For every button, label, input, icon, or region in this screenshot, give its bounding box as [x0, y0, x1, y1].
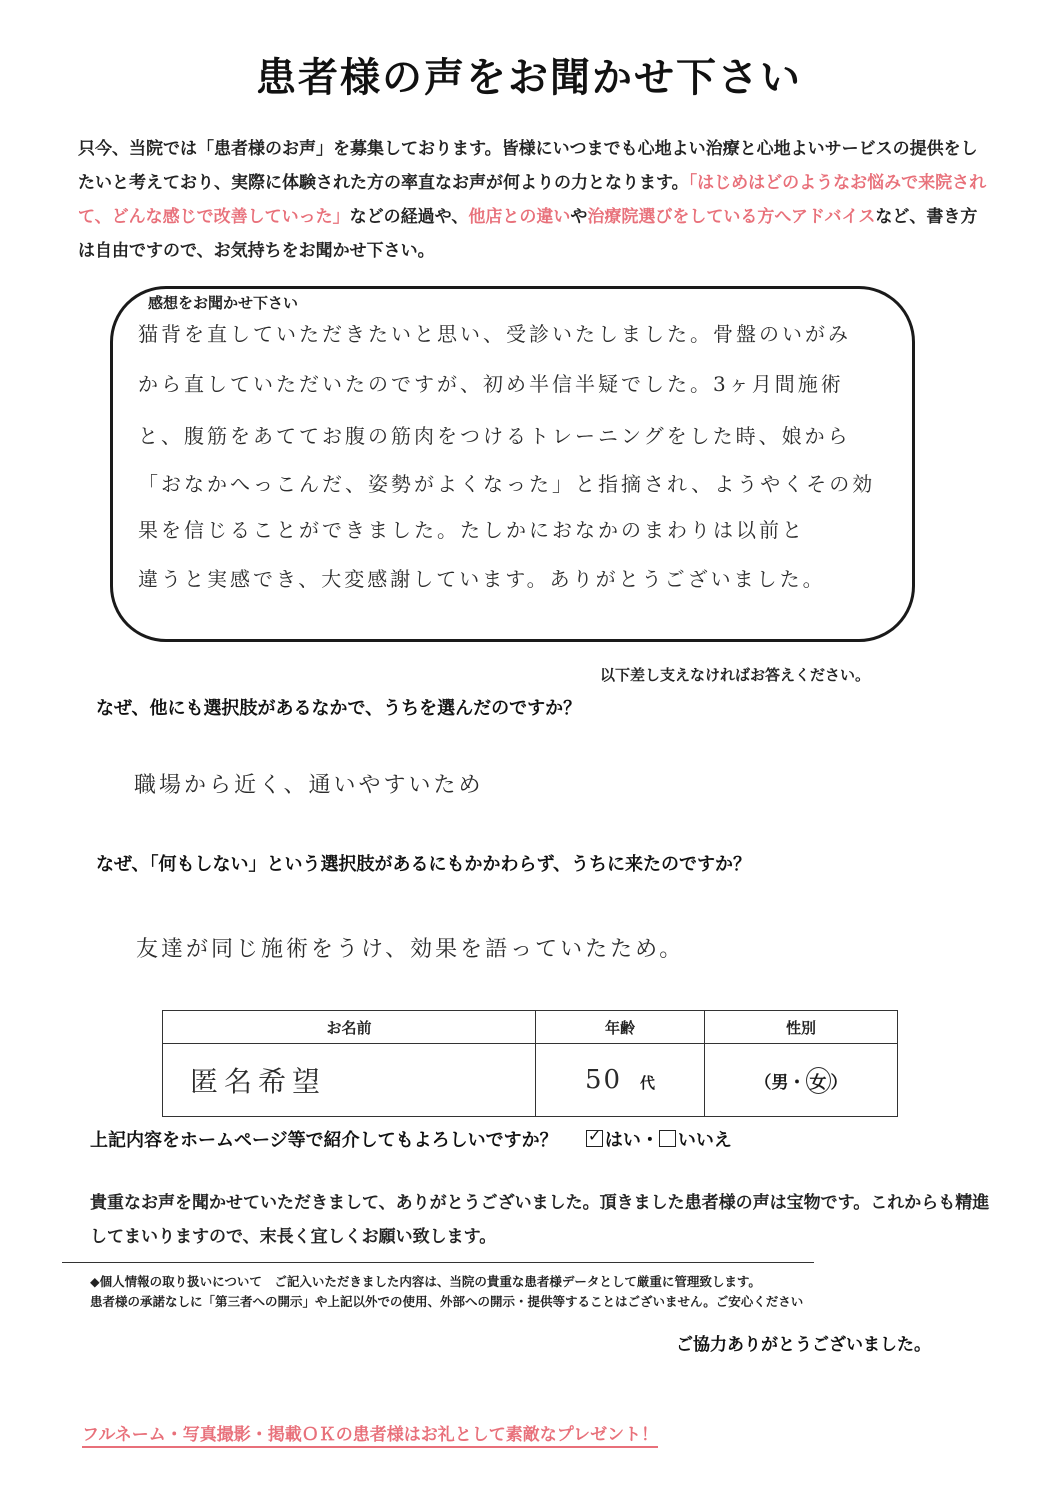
patient-info-table: [162, 1010, 898, 1117]
age-cell: [536, 1044, 705, 1117]
no-label: いいえ: [677, 1130, 732, 1151]
age-value: 50: [584, 1065, 623, 1095]
question-1: なぜ、他にも選択肢があるなかで、うちを選んだのですか？: [96, 698, 582, 719]
privacy-notice: [90, 1272, 803, 1312]
privacy-line-1: ◆個人情報の取り扱いについて ご記入いただきました内容は、当院の貴重な患者様データとして厳重に管理致します。: [90, 1274, 761, 1289]
impression-line: から直していただいたのですが、初め半信半疑でした。3ヶ月間施術: [138, 372, 844, 396]
impression-line: と、腹筋をあててお腹の筋肉をつけるトレーニングをした時、娘から: [138, 424, 851, 448]
intro-text-2: などの経過や、: [349, 207, 469, 227]
yes-label: はい: [604, 1130, 641, 1151]
intro-paragraph: [78, 132, 988, 268]
consent-question: 上記内容をホームページ等で紹介してもよろしいですか？: [90, 1130, 558, 1151]
no-checkbox[interactable]: [659, 1130, 676, 1147]
gender-close: ）: [830, 1072, 848, 1093]
intro-text-1: 只今、当院では「患者様のお声」を募集しております。皆様にいつまでも心地よい治療と心地よいサービスの提供をしたいと考えており、実際に体験された方の率直なお声が何よりの力となります。: [78, 139, 978, 193]
intro-text-3: や: [570, 207, 588, 227]
thanks-paragraph: 貴重なお声を聞かせていただきまして、ありがとうございました。頂きました患者様の声は宝物です。これからも精進してまいりますので、末長く宜しくお願い致します。: [90, 1193, 990, 1247]
gender-selected-circle: 女: [806, 1067, 831, 1094]
cooperation-thanks: ご協力ありがとうございました。: [676, 1335, 931, 1355]
divider: [62, 1262, 814, 1263]
header-gender: 性別: [705, 1011, 898, 1044]
header-name: お名前: [163, 1011, 536, 1044]
question-2: なぜ、「何もしない」という選択肢があるにもかかわらず、うちに来たのですか？: [96, 854, 752, 875]
table-row: [163, 1044, 898, 1117]
impression-line: 果を信じることができました。たしかにおなかのまわりは以前と: [138, 518, 805, 542]
impression-line: 猫背を直していただきたいと思い、受診いたしました。骨盤のいがみ: [138, 322, 851, 346]
yes-checkbox[interactable]: [586, 1130, 603, 1147]
consent-separator: ・: [640, 1130, 659, 1151]
page-title: 患者様の声をお聞かせ下さい: [256, 55, 802, 101]
optional-note: 以下差し支えなければお答えください。: [600, 666, 871, 684]
table-header-row: [163, 1011, 898, 1044]
footer-promo: フルネーム・写真撮影・掲載ＯＫの患者様はお礼として素敵なプレゼント！: [82, 1420, 658, 1448]
gender-open: （男・: [754, 1072, 806, 1093]
consent-row: [90, 1126, 732, 1152]
impression-line: 違うと実感でき、大変感謝しています。ありがとうございました。: [138, 567, 826, 591]
header-age: 年齢: [536, 1011, 705, 1044]
answer-2: 友達が同じ施術をうけ、効果を語っていたため。: [136, 937, 685, 962]
consent-options: [586, 1130, 732, 1151]
name-cell: [163, 1044, 536, 1117]
privacy-line-2: 患者様の承諾なしに「第三者への開示」や上記以外での使用、外部への開示・提供等することはございません。ご安心ください: [90, 1294, 804, 1309]
gender-cell: [705, 1044, 898, 1117]
intro-text-4: など、書き方は自由ですので、お気持ちをお聞かせ下さい。: [78, 207, 978, 261]
intro-highlight-2: 他店との違い: [468, 207, 571, 227]
age-unit: 代: [640, 1074, 656, 1092]
intro-highlight-3: 治療院選びをしている方へアドバイス: [587, 207, 876, 227]
intro-highlight-1: 「はじめはどのようなお悩みで来院されて、どんな感じで改善していった」: [78, 173, 987, 227]
name-value: 匿名希望: [190, 1065, 327, 1098]
answer-1: 職場から近く、通いやすいため: [134, 773, 484, 798]
impression-line: 「おなかへっこんだ、姿勢がよくなった」と指摘され、ようやくその効: [138, 472, 876, 496]
impressions-label: 感想をお聞かせ下さい: [148, 294, 299, 312]
